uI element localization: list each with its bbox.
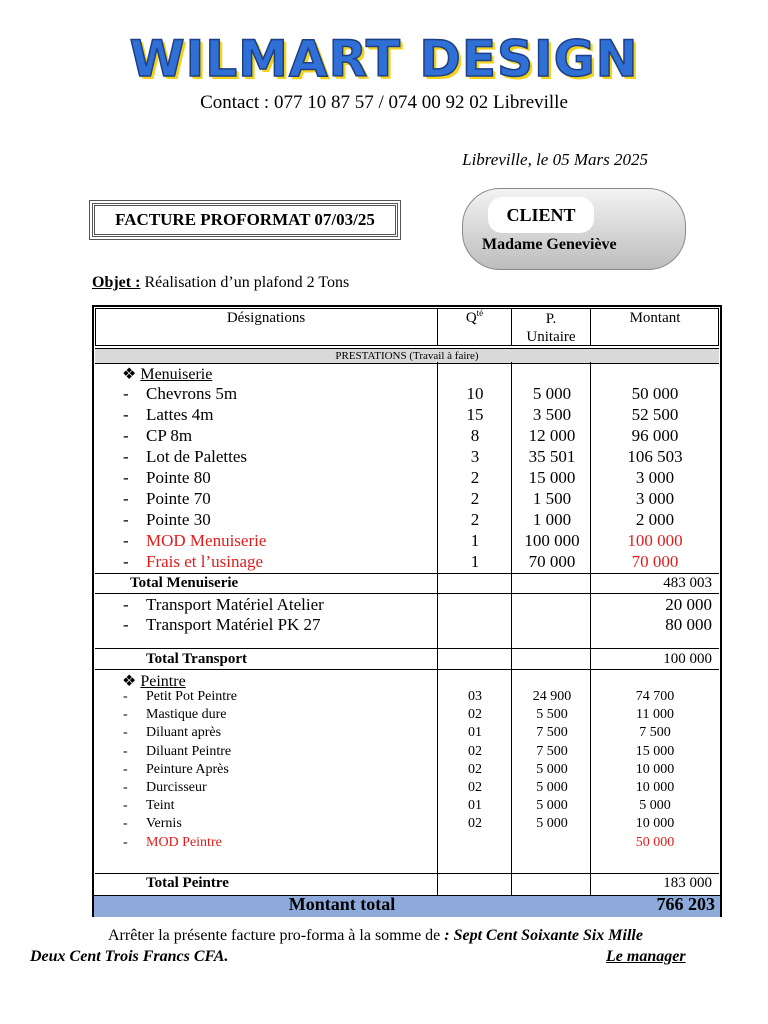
objet-label: Objet : (92, 274, 141, 291)
contact-line: Contact : 077 10 87 57 / 074 00 92 02 Libreville (200, 92, 568, 113)
table-row (95, 531, 719, 551)
table-row (95, 762, 719, 782)
dash-marker: - (123, 489, 129, 508)
col-line-2 (511, 308, 512, 346)
item-quantity: 01 (468, 725, 482, 741)
item-quantity: 2 (470, 489, 480, 508)
total-menuiserie-label: Total Menuiserie (130, 575, 239, 591)
dash-marker: - (123, 725, 128, 741)
item-amount: 7 500 (639, 725, 671, 741)
item-amount: 106 503 (627, 447, 683, 466)
item-designation: MOD Menuiserie (146, 531, 267, 550)
table-row (95, 405, 719, 425)
item-quantity: 8 (470, 426, 480, 445)
dash-marker: - (123, 468, 129, 487)
footer-amount-words-1 (108, 927, 643, 945)
table-row (95, 426, 719, 446)
item-quantity: 10 (466, 384, 484, 403)
table-row (95, 615, 719, 635)
item-quantity: 02 (468, 761, 482, 777)
dash-marker: - (123, 689, 128, 704)
item-amount: 10 000 (635, 780, 675, 795)
item-designation: Teint (146, 798, 175, 814)
item-unit-price: 5 000 (536, 798, 568, 814)
total-peintre-label: Total Peintre (146, 875, 229, 891)
dash-marker: - (123, 552, 129, 571)
item-quantity: 2 (470, 510, 480, 529)
item-designation: Lot de Palettes (146, 447, 248, 466)
dash-marker: - (123, 834, 128, 850)
section-menuiserie-label: Menuiserie (140, 366, 213, 383)
item-unit-price: 5 000 (532, 384, 572, 403)
item-amount: 3 000 (635, 468, 675, 487)
item-unit-price: 35 501 (528, 447, 576, 466)
header-pu (512, 310, 590, 346)
dash-marker: - (123, 405, 129, 424)
item-unit-price: 7 500 (536, 743, 568, 759)
header-designations: Désignations (226, 310, 306, 326)
table-row (95, 489, 719, 509)
signature-label: Le manager (606, 948, 686, 965)
dash-marker: - (123, 780, 128, 795)
table-row (95, 798, 719, 818)
table-row (95, 510, 719, 530)
col-line-3 (590, 308, 591, 346)
item-quantity: 3 (470, 447, 480, 466)
item-designation: Pointe 30 (146, 510, 211, 529)
item-unit-price: 1 000 (532, 510, 572, 529)
item-amount: 50 000 (631, 384, 679, 403)
item-amount: 74 700 (635, 689, 675, 704)
sep-peintre-top (95, 873, 719, 874)
item-designation: Chevrons 5m (146, 384, 238, 403)
item-quantity: 02 (468, 780, 482, 795)
table-row (95, 780, 719, 800)
section-menuiserie (122, 364, 212, 384)
item-quantity: 02 (468, 816, 482, 832)
item-amount: 3 000 (635, 489, 675, 508)
item-amount: 11 000 (636, 707, 674, 723)
bullet-icon: ❖ (122, 366, 137, 383)
item-quantity: 02 (468, 743, 482, 759)
item-quantity: 15 (466, 405, 484, 424)
item-designation: Transport Matériel Atelier (146, 595, 324, 614)
item-unit-price: 3 500 (532, 405, 572, 424)
table-row (95, 835, 719, 855)
table-row (95, 447, 719, 467)
item-amount: 52 500 (631, 405, 679, 424)
item-amount: 15 000 (635, 743, 675, 759)
table-row (95, 384, 719, 404)
item-amount: 10 000 (635, 816, 675, 832)
dash-marker: - (123, 798, 128, 814)
table-row (95, 725, 719, 745)
header-pu-line2: Unitaire (526, 329, 576, 345)
client-name: Madame Geneviève (482, 236, 617, 253)
col-line-1 (437, 308, 438, 346)
prestations-bar: PRESTATIONS (Travail à faire) (95, 348, 719, 364)
total-transport-label: Total Transport (146, 651, 247, 667)
item-amount: 96 000 (631, 426, 679, 445)
item-designation: Lattes 4m (146, 405, 214, 424)
sep-transport-top (95, 648, 719, 649)
table-row (95, 468, 719, 488)
item-amount: 20 000 (665, 595, 712, 614)
table-row (95, 689, 719, 709)
objet-text: Réalisation d’un plafond 2 Tons (140, 274, 350, 291)
item-amount: 100 000 (627, 531, 683, 550)
grand-total-amount: 766 203 (656, 894, 715, 914)
bullet-icon: ❖ (122, 673, 137, 690)
item-designation: MOD Peintre (146, 834, 222, 850)
item-unit-price: 5 500 (536, 707, 568, 723)
footer-amount-words-2: Deux Cent Trois Francs CFA. (30, 948, 229, 965)
dash-marker: - (123, 531, 129, 550)
item-unit-price: 24 900 (532, 689, 572, 704)
total-menuiserie-row (95, 575, 719, 595)
total-peintre-row (95, 875, 719, 895)
item-unit-price: 70 000 (528, 552, 576, 571)
item-designation: CP 8m (146, 426, 193, 445)
grand-total-label: Montant total (288, 894, 396, 914)
sep-menuiserie-top (95, 573, 719, 574)
dash-marker: - (123, 510, 129, 529)
table-row (95, 816, 719, 836)
invoice-title: FACTURE PROFORMAT 07/03/25 (92, 203, 398, 237)
item-quantity: 1 (470, 552, 480, 571)
table-row (95, 707, 719, 727)
section-peintre (122, 671, 186, 691)
item-amount: 10 000 (635, 761, 675, 777)
dash-marker: - (123, 816, 128, 832)
footer-text-b: : Sept Cent Soixante Six Mille (444, 927, 643, 944)
header-montant: Montant (629, 310, 681, 326)
table-row (95, 595, 719, 615)
table-row (95, 744, 719, 764)
dash-marker: - (123, 761, 128, 777)
item-unit-price: 5 000 (536, 761, 568, 777)
total-transport-amount: 100 000 (663, 651, 712, 667)
objet-line (92, 274, 349, 292)
item-unit-price: 1 500 (532, 489, 572, 508)
item-amount: 5 000 (639, 798, 671, 814)
item-unit-price: 5 000 (536, 816, 568, 832)
dash-marker: - (123, 743, 128, 759)
item-designation: Transport Matériel PK 27 (146, 615, 321, 634)
footer-text-a: Arrêter la présente facture pro-forma à la somme de (108, 927, 445, 944)
total-transport-row (95, 651, 719, 671)
item-unit-price: 5 000 (536, 780, 568, 795)
item-designation: Vernis (146, 816, 182, 832)
dash-marker: - (123, 447, 129, 466)
item-quantity: 03 (468, 689, 482, 704)
total-menuiserie-amount: 483 003 (663, 575, 712, 591)
item-amount: 70 000 (631, 552, 679, 571)
item-unit-price: 15 000 (528, 468, 576, 487)
header-pu-line1: P. (545, 311, 557, 327)
item-designation: Diluant après (146, 725, 222, 741)
dash-marker: - (123, 426, 129, 445)
item-designation: Pointe 70 (146, 489, 211, 508)
item-unit-price: 12 000 (528, 426, 576, 445)
brand-title: WILMART DESIGN (129, 30, 639, 88)
item-quantity: 01 (468, 798, 482, 814)
item-designation: Peinture Après (146, 761, 229, 777)
client-label: CLIENT (488, 197, 594, 233)
item-designation: Frais et l’usinage (146, 552, 264, 571)
item-designation: Mastique dure (146, 707, 227, 723)
item-quantity: 02 (468, 707, 482, 723)
item-designation: Petit Pot Peintre (146, 689, 237, 704)
item-designation: Diluant Peintre (146, 743, 232, 759)
total-peintre-amount: 183 000 (663, 875, 712, 891)
header-qte (438, 308, 511, 327)
dash-marker: - (123, 615, 129, 634)
date-line: Libreville, le 05 Mars 2025 (462, 150, 648, 169)
dash-marker: - (123, 595, 129, 614)
item-designation: Durcisseur (146, 780, 207, 795)
item-quantity: 1 (470, 531, 480, 550)
section-peintre-label: Peintre (140, 673, 186, 690)
dash-marker: - (123, 384, 129, 403)
dash-marker: - (123, 707, 128, 723)
item-amount: 2 000 (635, 510, 675, 529)
item-designation: Pointe 80 (146, 468, 211, 487)
item-quantity: 2 (470, 468, 480, 487)
header-qte-text: $Q^{té}$ (465, 308, 484, 326)
item-unit-price: 7 500 (536, 725, 568, 741)
item-amount: 80 000 (665, 615, 712, 634)
table-row (95, 552, 719, 572)
item-amount: 50 000 (635, 834, 675, 850)
item-unit-price: 100 000 (524, 531, 580, 550)
